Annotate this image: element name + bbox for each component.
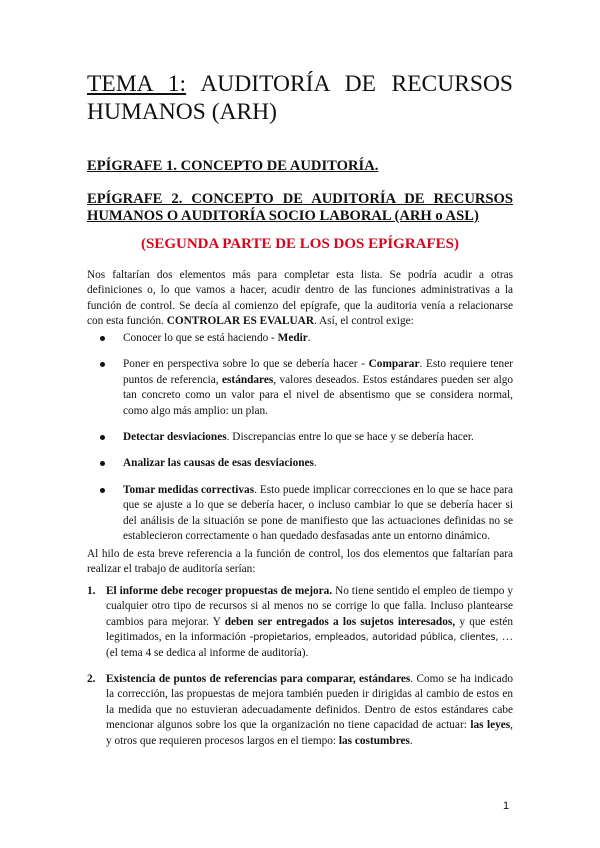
paragraph-elements: Al hilo de esta breve referencia a la función de control, los dos elementos que faltarían para realizar el trabajo de auditoría serían: (87, 548, 513, 576)
item-text: . (409, 734, 413, 747)
bullet-text: . (307, 332, 311, 344)
page-number: 1 (503, 800, 510, 812)
bullet-text: , valores deseados. Estos estándares pueden ser algo tan concreto como un valor para el nivel de absentismo que se considera normal, como algo más amplio: un plan. (123, 373, 514, 417)
bullet-icon (100, 362, 105, 367)
intro-tail: . Así, el control exige: (314, 315, 414, 328)
item-bold: El informe debe recoger propuestas de mejora. (106, 585, 333, 597)
item-number: 2. (87, 673, 96, 686)
epigrafe-2-heading: EPÍGRAFE 2. CONCEPTO DE AUDITORÍA DE RECURSOS HUMANOS O AUDITORÍA SOCIO LABORAL (ARH o ASL) (87, 191, 513, 224)
numbered-list (87, 584, 513, 760)
list-item (87, 456, 513, 471)
item-bold: las costumbres (338, 734, 410, 747)
control-bullet-list (87, 331, 513, 555)
title-text: AUDITORÍA DE RECURSOS HUMANOS (ARH) (87, 71, 513, 125)
bullet-icon (100, 461, 105, 466)
item-text: , y otros que requieren procesos largos en el tiempo: (106, 719, 513, 747)
bullet-text: Conocer lo que se está haciendo - (123, 332, 278, 344)
item-bold: Existencia de puntos de referencias para comparar, estándares (106, 673, 411, 686)
intro-bold: CONTROLAR ES EVALUAR (166, 315, 314, 328)
bullet-text: . Esto requiere tener puntos de referencia, (123, 358, 513, 386)
item-text: … (el tema 4 se dedica al informe de auditoría). (106, 631, 513, 659)
bullet-text: . Esto puede implicar correcciones en lo que se hace para que se ajuste a lo que se debería hacer, o incluso cambiar lo que se debería hacer si del análisis de la situación se pone de manifiesto que las actuaciones definidas no se establecieron correctamente o han quedado desfasadas ante un entorno dinámico. (123, 483, 514, 543)
intro-text: Nos faltarían dos elementos más para completar esta lista. Se podría acudir a otras definiciones o, lo que vamos a hacer, acudir dentro de las funciones administrativas a la función de control. Se decía al comienzo del epígrafe, que la auditoria venía a relacionarse con esta función. (87, 269, 513, 328)
item-smallcaps: propietarios, empleados, autoridad pública, clientes, (253, 632, 499, 644)
bullet-text: . Discrepancias entre lo que se hace y se debería hacer. (226, 431, 474, 444)
item-bold: las leyes (470, 719, 511, 732)
item-text: . Como se ha indicado la corrección, las propuestas de mejora también pueden ir dirigidas al cambio de estos en la medida que no estuvieran adecuadamente definidos. Dentro de estos estándares cabe mencionar algunos sobre los que la organización no tiene capacidad de actuar: (106, 673, 513, 732)
bullet-bold: Analizar las causas de esas desviaciones (123, 457, 314, 470)
item-text: y que estén legitimados, en la información - (106, 615, 513, 644)
bullet-bold: Detectar desviaciones (123, 431, 227, 444)
bullet-text: Poner en perspectiva sobre lo que se debería hacer - (123, 358, 369, 371)
bullet-icon (100, 435, 105, 440)
title-tema: TEMA 1: (87, 71, 187, 97)
bullet-bold: Medir (277, 332, 308, 344)
numbered-item (87, 672, 513, 749)
document-title (87, 70, 513, 126)
list-item (87, 331, 513, 346)
section-subtitle: (SEGUNDA PARTE DE LOS DOS EPÍGRAFES) (141, 236, 459, 252)
bullet-icon (100, 488, 105, 493)
bullet-bold: estándares (222, 373, 274, 386)
item-text: No tiene sentido el empleo de tiempo y cualquier otro tipo de recursos si al menos no se corrige lo que falla. Incluso plantearse cambios para mejorar. Y (106, 585, 513, 628)
bullet-bold: Tomar medidas correctivas (123, 483, 255, 496)
intro-paragraph (87, 268, 513, 330)
bullet-bold: Comparar (368, 358, 420, 371)
list-item (87, 430, 513, 445)
bullet-icon (100, 336, 105, 341)
epigrafe-1-heading: EPÍGRAFE 1. CONCEPTO DE AUDITORÍA. (87, 158, 379, 174)
list-item (87, 483, 513, 545)
item-bold: deben ser entregados a los sujetos interesados, (224, 615, 456, 628)
item-number: 1. (87, 585, 96, 597)
list-item (87, 357, 513, 419)
bullet-text: . (313, 457, 317, 470)
numbered-item (87, 584, 513, 661)
